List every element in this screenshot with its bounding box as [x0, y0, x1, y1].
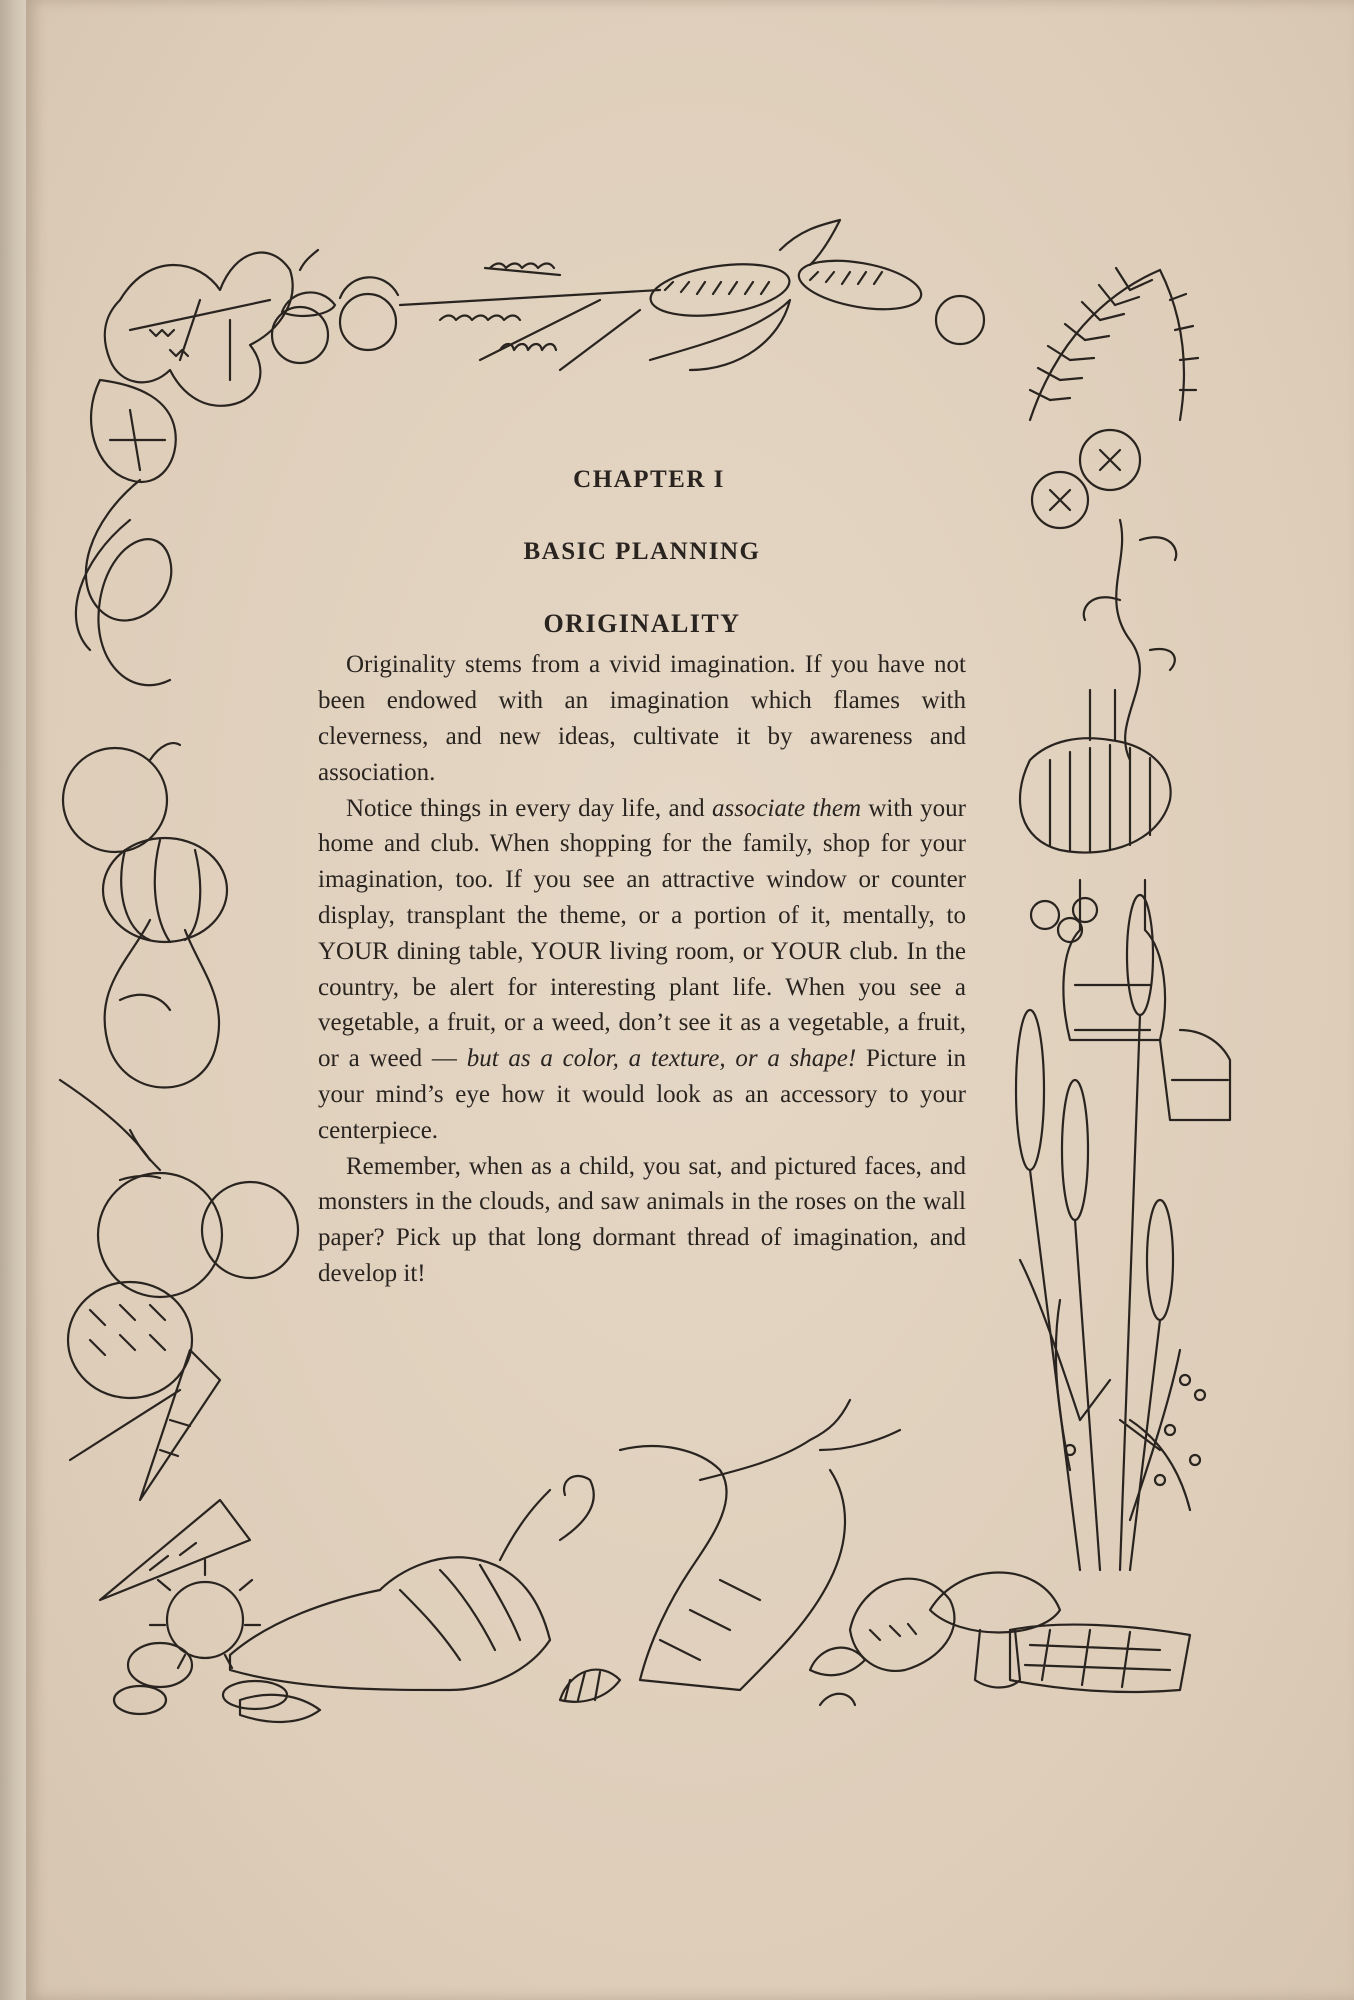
cattail-icon [1016, 895, 1180, 1570]
text-run: Originality stems from a vivid imagination. If you have not been endowed with an imagination which flames with cleverness, and new ideas, cultivate it by awareness and association. [318, 651, 966, 786]
gourd-icon [60, 920, 219, 1170]
onion-icon [98, 1173, 298, 1297]
text-block [318, 462, 966, 1292]
vine-icon [1084, 520, 1176, 760]
orange-icon [63, 743, 180, 852]
mushroom-icon [850, 1573, 1060, 1688]
section-heading: BASIC PLANNING [523, 537, 761, 565]
text-run: Notice things in every day life, and [346, 794, 712, 822]
berry-sprig-icon [1065, 1375, 1205, 1510]
sea-urchin-icon [150, 1560, 260, 1668]
italic-text-run: but as a color, a texture, or a shape! [466, 1045, 857, 1073]
driftwood-icon [620, 1400, 900, 1690]
bark-icon [1010, 1625, 1190, 1692]
chapter-heading: CHAPTER I [573, 466, 725, 493]
italic-text-run: associate them [712, 794, 861, 822]
squash-icon [103, 838, 227, 942]
text-run: Remember, when as a child, you sat, and pictured faces, and monsters in the clouds, and saw animals in the roses on the wall paper? Pick up that long dormant thread of imagination, and develop it! [318, 1152, 966, 1287]
conch-icon [230, 1476, 594, 1722]
garlic-icon [1031, 898, 1097, 942]
text-run: with your home and club. When shopping for the family, shop for your imagination, too. If you see an attractive window or counter display, transplant the theme, or a portion of it, mentally, to YOUR dining table, YOUR living room, or YOUR club. In the country, be alert for interesting plant life. When you see a vegetable, a fruit, or a weed, don’t see it as a vegetable, a fruit, or a weed — [318, 794, 966, 1073]
pumpkin-icon [68, 1282, 192, 1398]
corn-icon [647, 220, 925, 370]
carrot-icon [70, 1350, 250, 1600]
crabapple-icon [936, 296, 1140, 528]
scallop-shell-icon [560, 1648, 865, 1705]
text-run: Picture in your mind’s eye how it would look as an accessory to your centerpiece. [318, 1045, 966, 1144]
ribbon-icon [76, 480, 171, 685]
wheat-icon [400, 264, 660, 371]
paragraph [318, 791, 966, 1149]
grape-leaf-icon [91, 253, 293, 482]
paragraph [318, 1149, 966, 1292]
pine-branch-icon [1030, 268, 1198, 420]
subsection-heading: ORIGINALITY [543, 608, 741, 638]
paragraph [318, 647, 966, 790]
acorn-icon [272, 250, 398, 363]
bottle-icon [1020, 690, 1230, 1120]
